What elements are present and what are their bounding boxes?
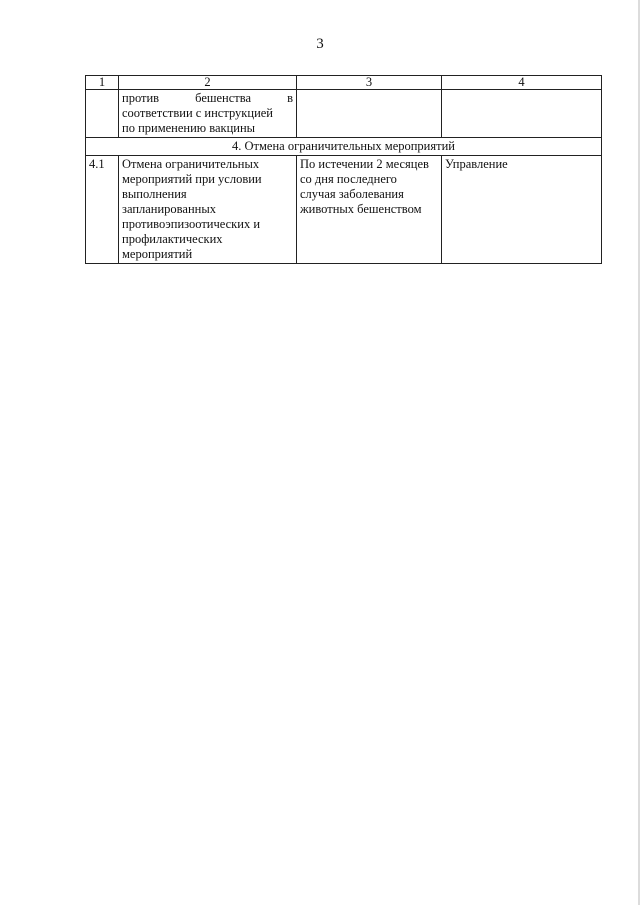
table-header-row xyxy=(86,76,602,90)
deadline-cell xyxy=(297,90,442,138)
measure-description-cell xyxy=(119,156,297,264)
section-row xyxy=(86,138,602,156)
measure-description-line: против бешенства в xyxy=(122,91,293,105)
row-number-cell: 4.1 xyxy=(86,156,119,264)
table-row-continued xyxy=(86,90,602,138)
deadline-line: По истечении 2 месяцев xyxy=(300,157,429,171)
page-number: 3 xyxy=(316,36,324,52)
measure-description-line: соответствии с инструкцией xyxy=(122,106,273,120)
header-cell-1: 1 xyxy=(86,76,119,90)
table-row xyxy=(86,156,602,264)
deadline-line: случая заболевания xyxy=(300,187,404,201)
header-cell-2: 2 xyxy=(119,76,297,90)
measures-table xyxy=(85,75,602,264)
deadline-line: животных бешенством xyxy=(300,202,422,216)
row-number-cell xyxy=(86,90,119,138)
deadline-cell xyxy=(297,156,442,264)
section-title: 4. Отмена ограничительных мероприятий xyxy=(86,138,602,156)
header-cell-4: 4 xyxy=(442,76,602,90)
measure-description-line: мероприятий xyxy=(122,247,193,261)
responsible-cell: Управление xyxy=(442,156,602,264)
measure-description-line: противоэпизоотических и xyxy=(122,217,261,231)
measure-description-line: мероприятий при условии xyxy=(122,172,262,186)
measure-description-line: профилактических xyxy=(122,232,223,246)
header-cell-3: 3 xyxy=(297,76,442,90)
deadline-line: со дня последнего xyxy=(300,172,397,186)
measure-description-line: Отмена ограничительных xyxy=(122,157,260,171)
measure-description-cell xyxy=(119,90,297,138)
responsible-cell xyxy=(442,90,602,138)
measure-description-line: запланированных xyxy=(122,202,216,216)
measure-description-line: по применению вакцины xyxy=(122,121,256,135)
measure-description-line: выполнения xyxy=(122,187,187,201)
